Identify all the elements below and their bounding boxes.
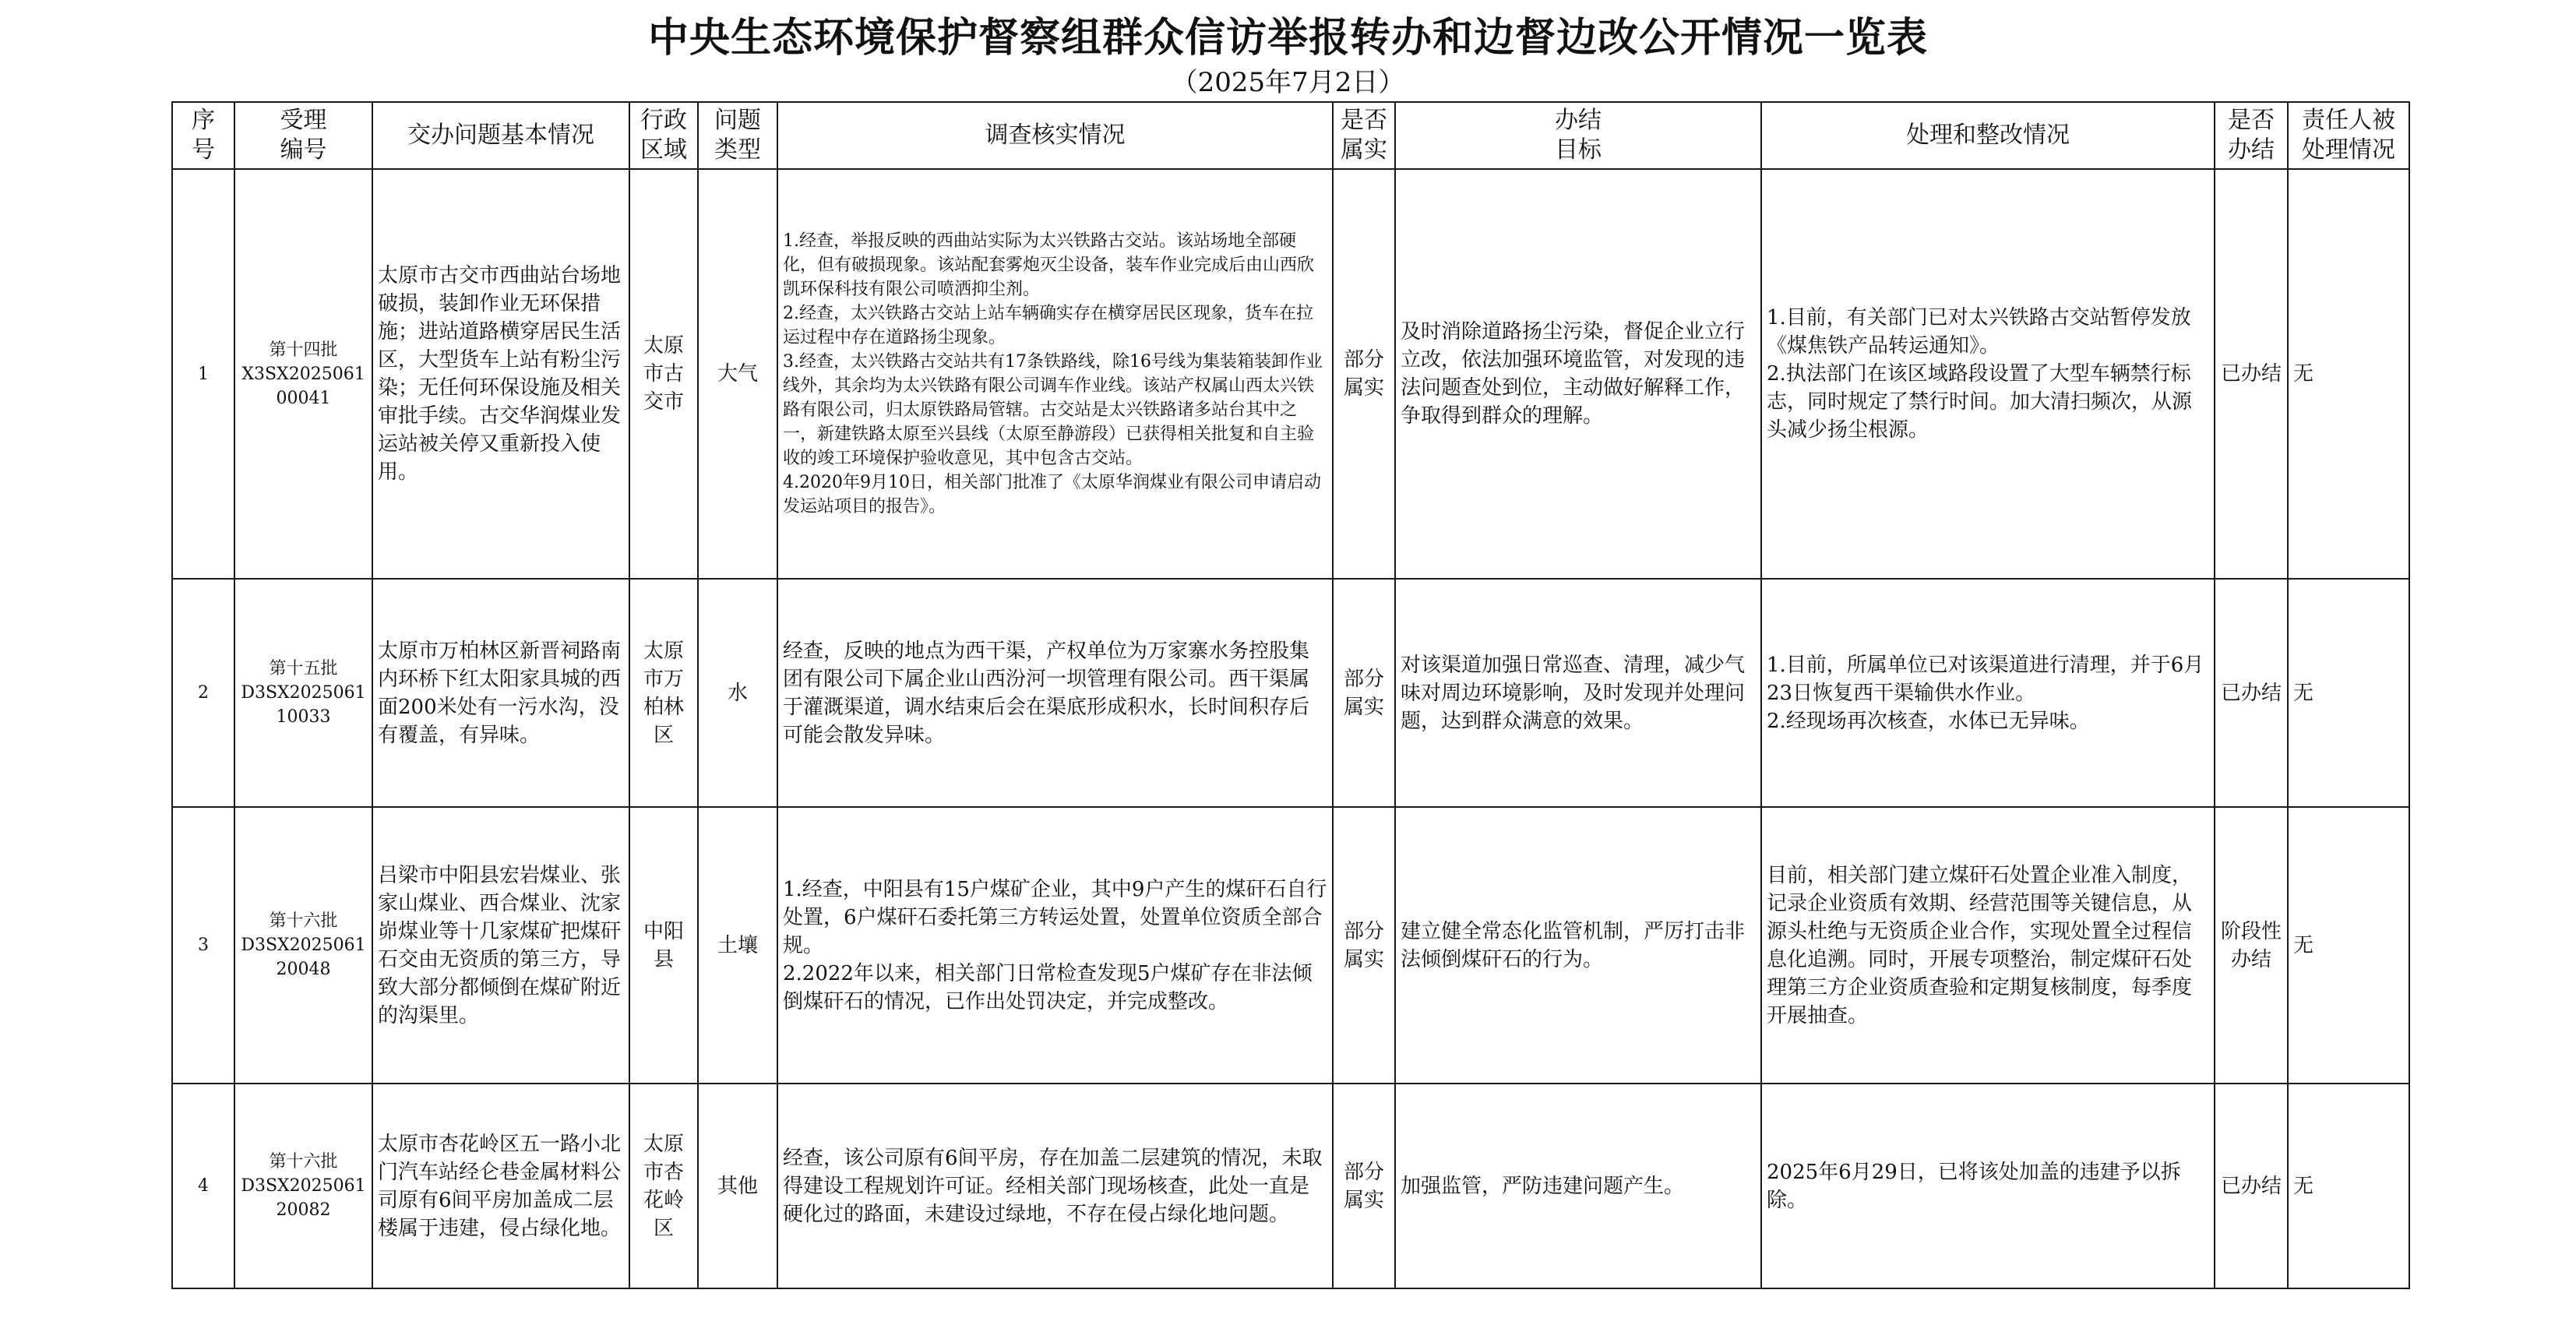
- header-problem: 交办问题基本情况: [372, 102, 629, 169]
- cell-goal: 建立健全常态化监管机制，严厉打击非法倾倒煤矸石的行为。: [1395, 807, 1761, 1084]
- header-type: 问题 类型: [698, 102, 777, 169]
- cell-accountability: 无: [2288, 169, 2409, 579]
- cell-type: 大气: [698, 169, 777, 579]
- cell-verified: 部分 属实: [1333, 579, 1395, 807]
- cell-seq: 1: [172, 169, 234, 579]
- cell-investigation: 经查，该公司原有6间平房，存在加盖二层建筑的情况，未取得建设工程规划许可证。经相关部门现场核查，此处一直是硬化过的路面，未建设过绿地，不存在侵占绿化地问题。: [777, 1084, 1333, 1288]
- cell-handling: 目前，相关部门建立煤矸石处置企业准入制度，记录企业资质有效期、经营范围等关键信息，从源头杜绝与无资质企业合作，实现处置全过程信息化追溯。同时，开展专项整治，制定煤矸石处理第三方企业资质查验和定期复核制度，每季度开展抽查。: [1761, 807, 2215, 1084]
- cell-id: 第十五批 D3SX2025061 10033: [234, 579, 372, 807]
- cell-accountability: 无: [2288, 1084, 2409, 1288]
- header-handling: 处理和整改情况: [1761, 102, 2215, 169]
- cell-handling: 1.目前，所属单位已对该渠道进行清理，并于6月23日恢复西干渠输供水作业。 2.经现场再次核查，水体已无异味。: [1761, 579, 2215, 807]
- cell-type: 土壤: [698, 807, 777, 1084]
- cell-problem: 太原市杏花岭区五一路小北门汽车站经仑巷金属材料公司原有6间平房加盖成二层楼属于违建，侵占绿化地。: [372, 1084, 629, 1288]
- header-accountability: 责任人被 处理情况: [2288, 102, 2409, 169]
- header-verified: 是否 属实: [1333, 102, 1395, 169]
- cell-verified: 部分 属实: [1333, 807, 1395, 1084]
- cell-accountability: 无: [2288, 579, 2409, 807]
- cell-problem: 太原市万柏林区新晋祠路南内环桥下红太阳家具城的西面200米处有一污水沟，没有覆盖，有异味。: [372, 579, 629, 807]
- cell-investigation: 1.经查，中阳县有15户煤矿企业，其中9户产生的煤矸石自行处置，6户煤矸石委托第三方转运处置，处置单位资质全部合规。 2.2022年以来，相关部门日常检查发现5户煤矿存在非法倾倒煤矸石的情况，已作出处罚决定，并完成整改。: [777, 807, 1333, 1084]
- cell-region: 中阳 县: [629, 807, 698, 1084]
- header-investigation: 调查核实情况: [777, 102, 1333, 169]
- page-date: （2025年7月2日）: [1171, 67, 1405, 98]
- cell-seq: 4: [172, 1084, 234, 1288]
- cell-id: 第十四批 X3SX2025061 00041: [234, 169, 372, 579]
- cell-investigation: 1.经查，举报反映的西曲站实际为太兴铁路古交站。该站场地全部硬化，但有破损现象。该站配套雾炮灭尘设备，装车作业完成后由山西欣凯环保科技有限公司喷洒抑尘剂。 2.经查，太兴铁路古交站上站车辆确实存在横穿居民区现象，货车在拉运过程中存在道路扬尘现象。 3.经查，太兴铁路古交站共有17条铁路线，除16号线为集装箱装卸作业线外，其余均为太兴铁路有限公司调车作业线。该站产权属山西太兴铁路有限公司，归太原铁路局管辖。古交站是太兴铁路诸多站台其中之一，新建铁路太原至兴县线（太原至静游段）已获得相关批复和自主验收的竣工环境保护验收意见，其中包含古交站。 4.2020年9月10日，相关部门批准了《太原华润煤业有限公司申请启动发运站项目的报告》。: [777, 169, 1333, 579]
- cell-handling: 2025年6月29日，已将该处加盖的违建予以拆除。: [1761, 1084, 2215, 1288]
- cell-handling: 1.目前，有关部门已对太兴铁路古交站暂停发放《煤焦铁产品转运通知》。 2.执法部门在该区域路段设置了大型车辆禁行标志，同时规定了禁行时间。加大清扫频次，从源头减少扬尘根源。: [1761, 169, 2215, 579]
- cell-region: 太原 市古 交市: [629, 169, 698, 579]
- report-table: [171, 101, 2410, 1289]
- cell-seq: 2: [172, 579, 234, 807]
- table-row: [172, 169, 2409, 579]
- cell-done: 已办结: [2215, 579, 2288, 807]
- cell-problem: 太原市古交市西曲站台场地破损，装卸作业无环保措施；进站道路横穿居民生活区，大型货车上站有粉尘污染；无任何环保设施及相关审批手续。古交华润煤业发运站被关停又重新投入使用。: [372, 169, 629, 579]
- cell-done: 阶段性 办结: [2215, 807, 2288, 1084]
- cell-done: 已办结: [2215, 169, 2288, 579]
- cell-done: 已办结: [2215, 1084, 2288, 1288]
- cell-id: 第十六批 D3SX2025061 20048: [234, 807, 372, 1084]
- cell-region: 太原 市万 柏林 区: [629, 579, 698, 807]
- header-id: 受理 编号: [234, 102, 372, 169]
- header-region: 行政 区域: [629, 102, 698, 169]
- cell-verified: 部分 属实: [1333, 1084, 1395, 1288]
- cell-id: 第十六批 D3SX2025061 20082: [234, 1084, 372, 1288]
- cell-goal: 及时消除道路扬尘污染，督促企业立行立改，依法加强环境监管，对发现的违法问题查处到位，主动做好解释工作，争取得到群众的理解。: [1395, 169, 1761, 579]
- cell-type: 水: [698, 579, 777, 807]
- table-row: [172, 579, 2409, 807]
- cell-problem: 吕梁市中阳县宏岩煤业、张家山煤业、西合煤业、沈家峁煤业等十几家煤矿把煤矸石交由无资质的第三方，导致大部分都倾倒在煤矿附近的沟渠里。: [372, 807, 629, 1084]
- table-row: [172, 807, 2409, 1084]
- cell-accountability: 无: [2288, 807, 2409, 1084]
- cell-seq: 3: [172, 807, 234, 1084]
- header-goal: 办结 目标: [1395, 102, 1761, 169]
- table-row: [172, 1084, 2409, 1288]
- table-header-row: [172, 102, 2409, 169]
- cell-goal: 对该渠道加强日常巡查、清理，减少气味对周边环境影响，及时发现并处理问题，达到群众满意的效果。: [1395, 579, 1761, 807]
- cell-region: 太原 市杏 花岭 区: [629, 1084, 698, 1288]
- cell-verified: 部分 属实: [1333, 169, 1395, 579]
- header-done: 是否 办结: [2215, 102, 2288, 169]
- cell-goal: 加强监管，严防违建问题产生。: [1395, 1084, 1761, 1288]
- cell-investigation: 经查，反映的地点为西干渠，产权单位为万家寨水务控股集团有限公司下属企业山西汾河一坝管理有限公司。西干渠属于灌溉渠道，调水结束后会在渠底形成积水，长时间积存后可能会散发异味。: [777, 579, 1333, 807]
- page-title: 中央生态环境保护督察组群众信访举报转办和边督边改公开情况一览表: [647, 14, 1928, 62]
- cell-type: 其他: [698, 1084, 777, 1288]
- header-seq: 序 号: [172, 102, 234, 169]
